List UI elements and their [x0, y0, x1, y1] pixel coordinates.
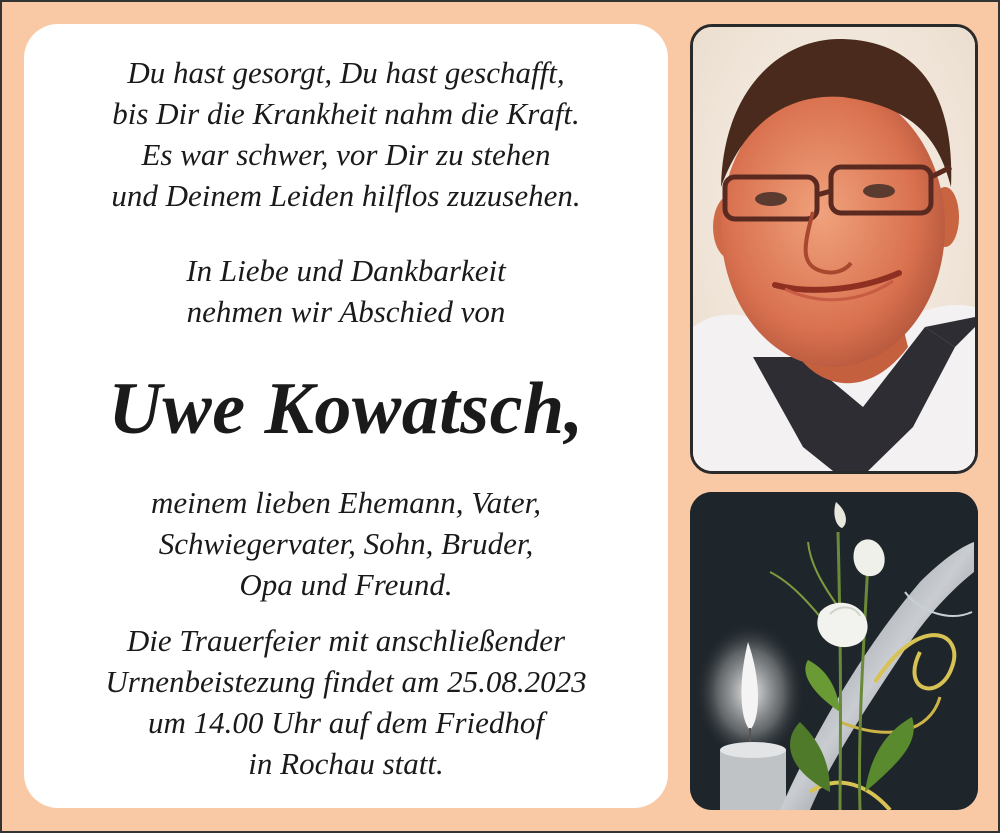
farewell-intro [24, 250, 668, 332]
relations [24, 482, 668, 605]
relations-line: meinem lieben Ehemann, Vater, [151, 485, 541, 520]
intro-line: In Liebe und Dankbarkeit [186, 253, 506, 288]
poem-line: Es war schwer, vor Dir zu stehen [141, 137, 551, 172]
ceremony-line: in Rochau statt. [248, 746, 444, 781]
poem-line: Du hast gesorgt, Du hast geschafft, [127, 55, 565, 90]
relations-line: Opa und Freund. [239, 567, 453, 602]
candle-flower-image [690, 492, 978, 810]
poem [24, 52, 668, 216]
poem-line: bis Dir die Krankheit nahm die Kraft. [112, 96, 580, 131]
portrait-image [693, 27, 975, 471]
deceased-name: Uwe Kowatsch, [108, 368, 584, 450]
candle-illustration [690, 492, 978, 810]
relations-line: Schwiegervater, Sohn, Bruder, [158, 526, 534, 561]
portrait-photo [690, 24, 978, 474]
ceremony-line: Die Trauerfeier mit anschließender [126, 623, 566, 658]
text-panel [24, 24, 668, 808]
ceremony-details [24, 620, 668, 784]
ceremony-line: Urnenbeistezung findet am 25.08.2023 [105, 664, 587, 699]
poem-line: und Deinem Leiden hilflos zuzusehen. [111, 178, 581, 213]
ceremony-line: um 14.00 Uhr auf dem Friedhof [147, 705, 545, 740]
intro-line: nehmen wir Abschied von [186, 294, 506, 329]
